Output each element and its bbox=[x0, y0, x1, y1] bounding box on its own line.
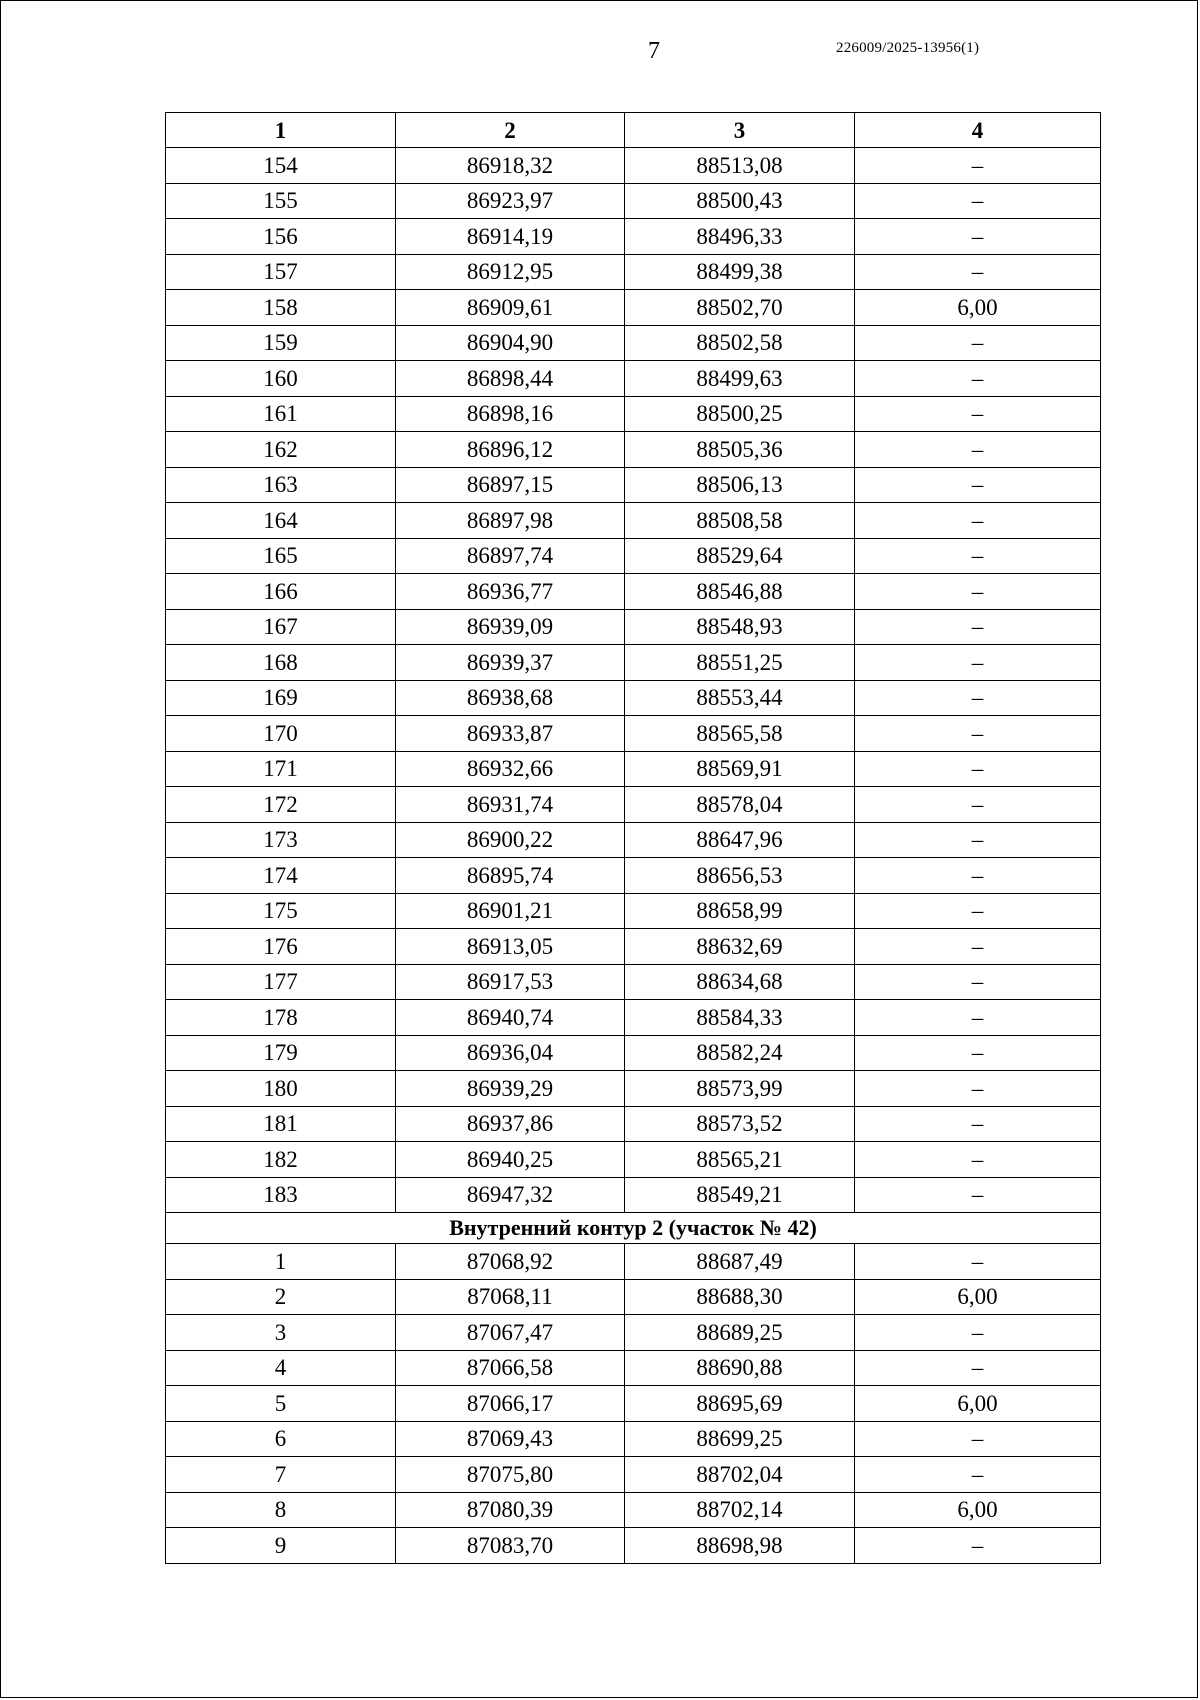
table-cell-col1: 168 bbox=[166, 645, 396, 681]
table-cell-col1: 175 bbox=[166, 893, 396, 929]
document-reference: 226009/2025-13956(1) bbox=[836, 40, 980, 56]
table-cell-col1: 158 bbox=[166, 290, 396, 326]
table-cell-col1: 160 bbox=[166, 361, 396, 397]
table-cell-col4: – bbox=[855, 574, 1101, 610]
table-cell-col3: 88529,64 bbox=[625, 538, 855, 574]
table-cell-col2: 87066,58 bbox=[396, 1350, 625, 1386]
table-cell-col2: 87069,43 bbox=[396, 1421, 625, 1457]
table-cell-col3: 88688,30 bbox=[625, 1279, 855, 1315]
table-cell-col1: 6 bbox=[166, 1421, 396, 1457]
table-cell-col4: – bbox=[855, 645, 1101, 681]
table-row bbox=[166, 503, 1101, 539]
table-cell-col1: 176 bbox=[166, 929, 396, 965]
table-row bbox=[166, 645, 1101, 681]
table-cell-col2: 86914,19 bbox=[396, 219, 625, 255]
table-cell-col3: 88698,98 bbox=[625, 1528, 855, 1564]
table-cell-col1: 166 bbox=[166, 574, 396, 610]
table-cell-col1: 9 bbox=[166, 1528, 396, 1564]
table-cell-col4: – bbox=[855, 680, 1101, 716]
table-cell-col1: 3 bbox=[166, 1315, 396, 1351]
table-cell-col3: 88690,88 bbox=[625, 1350, 855, 1386]
table-cell-col2: 86896,12 bbox=[396, 432, 625, 468]
table-cell-col3: 88584,33 bbox=[625, 1000, 855, 1036]
table-cell-col2: 86936,77 bbox=[396, 574, 625, 610]
table-cell-col3: 88689,25 bbox=[625, 1315, 855, 1351]
table-cell-col2: 86897,74 bbox=[396, 538, 625, 574]
table-cell-col1: 162 bbox=[166, 432, 396, 468]
column-header-2: 2 bbox=[396, 113, 625, 148]
table-cell-col4: – bbox=[855, 964, 1101, 1000]
table-cell-col4: – bbox=[855, 432, 1101, 468]
table-cell-col4: – bbox=[855, 396, 1101, 432]
table-cell-col2: 86940,25 bbox=[396, 1142, 625, 1178]
table-cell-col4: – bbox=[855, 716, 1101, 752]
table-cell-col2: 86904,90 bbox=[396, 325, 625, 361]
table-cell-col2: 86939,37 bbox=[396, 645, 625, 681]
table-cell-col1: 2 bbox=[166, 1279, 396, 1315]
table-cell-col3: 88573,52 bbox=[625, 1106, 855, 1142]
table-cell-col3: 88658,99 bbox=[625, 893, 855, 929]
table-row bbox=[166, 467, 1101, 503]
table-cell-col3: 88499,63 bbox=[625, 361, 855, 397]
table-cell-col4: – bbox=[855, 893, 1101, 929]
table-row bbox=[166, 929, 1101, 965]
table-cell-col1: 181 bbox=[166, 1106, 396, 1142]
table-cell-col3: 88546,88 bbox=[625, 574, 855, 610]
table-cell-col4: – bbox=[855, 1177, 1101, 1213]
table-cell-col3: 88513,08 bbox=[625, 148, 855, 184]
table-cell-col2: 86937,86 bbox=[396, 1106, 625, 1142]
table-row bbox=[166, 1492, 1101, 1528]
table-cell-col2: 87083,70 bbox=[396, 1528, 625, 1564]
table-row bbox=[166, 680, 1101, 716]
table-cell-col1: 159 bbox=[166, 325, 396, 361]
table-cell-col1: 170 bbox=[166, 716, 396, 752]
table-cell-col4: – bbox=[855, 183, 1101, 219]
table-row bbox=[166, 290, 1101, 326]
table-cell-col2: 87068,92 bbox=[396, 1244, 625, 1280]
table-cell-col3: 88632,69 bbox=[625, 929, 855, 965]
table-cell-col2: 87080,39 bbox=[396, 1492, 625, 1528]
table-cell-col4: – bbox=[855, 503, 1101, 539]
table-row bbox=[166, 609, 1101, 645]
table-cell-col4: – bbox=[855, 1350, 1101, 1386]
table-cell-col4: – bbox=[855, 1000, 1101, 1036]
table-cell-col2: 86939,09 bbox=[396, 609, 625, 645]
table-row bbox=[166, 1106, 1101, 1142]
table-cell-col1: 161 bbox=[166, 396, 396, 432]
table-row bbox=[166, 1386, 1101, 1422]
section-title: Внутренний контур 2 (участок № 42) bbox=[166, 1213, 1101, 1244]
table-cell-col1: 154 bbox=[166, 148, 396, 184]
table-cell-col4: – bbox=[855, 1315, 1101, 1351]
table-row bbox=[166, 183, 1101, 219]
table-cell-col3: 88565,58 bbox=[625, 716, 855, 752]
table-cell-col4: 6,00 bbox=[855, 1386, 1101, 1422]
table-cell-col2: 86931,74 bbox=[396, 787, 625, 823]
table-row bbox=[166, 148, 1101, 184]
table-cell-col4: 6,00 bbox=[855, 1279, 1101, 1315]
table-cell-col3: 88634,68 bbox=[625, 964, 855, 1000]
table-row bbox=[166, 396, 1101, 432]
column-header-1: 1 bbox=[166, 113, 396, 148]
table-cell-col1: 4 bbox=[166, 1350, 396, 1386]
table-cell-col3: 88573,99 bbox=[625, 1071, 855, 1107]
table-cell-col2: 87068,11 bbox=[396, 1279, 625, 1315]
table-cell-col2: 87066,17 bbox=[396, 1386, 625, 1422]
table-cell-col2: 86936,04 bbox=[396, 1035, 625, 1071]
coordinates-table-body bbox=[166, 113, 1101, 1564]
table-cell-col3: 88551,25 bbox=[625, 645, 855, 681]
table-row bbox=[166, 1177, 1101, 1213]
table-cell-col1: 1 bbox=[166, 1244, 396, 1280]
table-cell-col3: 88702,04 bbox=[625, 1457, 855, 1493]
coordinates-table bbox=[165, 112, 1101, 1564]
table-cell-col3: 88582,24 bbox=[625, 1035, 855, 1071]
table-row bbox=[166, 858, 1101, 894]
table-cell-col4: – bbox=[855, 254, 1101, 290]
table-row bbox=[166, 1457, 1101, 1493]
table-cell-col2: 86900,22 bbox=[396, 822, 625, 858]
table-cell-col2: 86938,68 bbox=[396, 680, 625, 716]
table-cell-col4: – bbox=[855, 822, 1101, 858]
table-cell-col2: 87067,47 bbox=[396, 1315, 625, 1351]
table-cell-col1: 182 bbox=[166, 1142, 396, 1178]
table-cell-col3: 88695,69 bbox=[625, 1386, 855, 1422]
table-cell-col3: 88502,70 bbox=[625, 290, 855, 326]
table-cell-col4: – bbox=[855, 219, 1101, 255]
table-cell-col3: 88656,53 bbox=[625, 858, 855, 894]
table-cell-col2: 86901,21 bbox=[396, 893, 625, 929]
table-cell-col3: 88508,58 bbox=[625, 503, 855, 539]
table-cell-col3: 88702,14 bbox=[625, 1492, 855, 1528]
table-cell-col3: 88549,21 bbox=[625, 1177, 855, 1213]
table-cell-col4: – bbox=[855, 929, 1101, 965]
table-cell-col4: – bbox=[855, 1071, 1101, 1107]
table-cell-col1: 165 bbox=[166, 538, 396, 574]
table-cell-col1: 8 bbox=[166, 1492, 396, 1528]
table-cell-col3: 88569,91 bbox=[625, 751, 855, 787]
table-cell-col1: 172 bbox=[166, 787, 396, 823]
table-cell-col3: 88505,36 bbox=[625, 432, 855, 468]
table-row bbox=[166, 254, 1101, 290]
table-cell-col4: – bbox=[855, 361, 1101, 397]
table-cell-col2: 86909,61 bbox=[396, 290, 625, 326]
table-cell-col1: 157 bbox=[166, 254, 396, 290]
table-cell-col4: 6,00 bbox=[855, 1492, 1101, 1528]
table-cell-col1: 180 bbox=[166, 1071, 396, 1107]
table-cell-col4: – bbox=[855, 1421, 1101, 1457]
table-cell-col3: 88687,49 bbox=[625, 1244, 855, 1280]
table-cell-col4: – bbox=[855, 787, 1101, 823]
table-cell-col2: 86895,74 bbox=[396, 858, 625, 894]
column-header-4: 4 bbox=[855, 113, 1101, 148]
section-row bbox=[166, 1213, 1101, 1244]
table-cell-col2: 86933,87 bbox=[396, 716, 625, 752]
table-cell-col1: 171 bbox=[166, 751, 396, 787]
table-cell-col4: – bbox=[855, 1528, 1101, 1564]
table-row bbox=[166, 893, 1101, 929]
column-header-3: 3 bbox=[625, 113, 855, 148]
table-cell-col4: – bbox=[855, 1142, 1101, 1178]
table-cell-col2: 86939,29 bbox=[396, 1071, 625, 1107]
table-cell-col1: 183 bbox=[166, 1177, 396, 1213]
table-row bbox=[166, 787, 1101, 823]
table-cell-col2: 86898,16 bbox=[396, 396, 625, 432]
table-cell-col3: 88502,58 bbox=[625, 325, 855, 361]
table-row bbox=[166, 1421, 1101, 1457]
table-cell-col4: – bbox=[855, 1035, 1101, 1071]
table-cell-col3: 88500,25 bbox=[625, 396, 855, 432]
table-header-row bbox=[166, 113, 1101, 148]
table-row bbox=[166, 1000, 1101, 1036]
table-row bbox=[166, 1279, 1101, 1315]
table-cell-col3: 88548,93 bbox=[625, 609, 855, 645]
table-cell-col1: 163 bbox=[166, 467, 396, 503]
table-cell-col3: 88578,04 bbox=[625, 787, 855, 823]
table-row bbox=[166, 1350, 1101, 1386]
table-cell-col2: 86913,05 bbox=[396, 929, 625, 965]
table-row bbox=[166, 964, 1101, 1000]
table-cell-col2: 87075,80 bbox=[396, 1457, 625, 1493]
table-row bbox=[166, 325, 1101, 361]
table-row bbox=[166, 1315, 1101, 1351]
table-cell-col4: – bbox=[855, 467, 1101, 503]
table-cell-col1: 156 bbox=[166, 219, 396, 255]
table-cell-col4: – bbox=[855, 609, 1101, 645]
table-row bbox=[166, 751, 1101, 787]
table-cell-col4: – bbox=[855, 538, 1101, 574]
table-cell-col1: 177 bbox=[166, 964, 396, 1000]
table-cell-col2: 86932,66 bbox=[396, 751, 625, 787]
table-row bbox=[166, 538, 1101, 574]
table-row bbox=[166, 1142, 1101, 1178]
table-row bbox=[166, 1528, 1101, 1564]
table-row bbox=[166, 716, 1101, 752]
table-cell-col4: – bbox=[855, 1244, 1101, 1280]
table-cell-col3: 88506,13 bbox=[625, 467, 855, 503]
table-cell-col4: – bbox=[855, 1106, 1101, 1142]
page-number: 7 bbox=[648, 38, 660, 64]
table-cell-col4: – bbox=[855, 1457, 1101, 1493]
table-cell-col3: 88496,33 bbox=[625, 219, 855, 255]
table-cell-col1: 155 bbox=[166, 183, 396, 219]
table-row bbox=[166, 1244, 1101, 1280]
table-cell-col4: – bbox=[855, 858, 1101, 894]
table-cell-col1: 179 bbox=[166, 1035, 396, 1071]
table-cell-col1: 5 bbox=[166, 1386, 396, 1422]
table-cell-col2: 86917,53 bbox=[396, 964, 625, 1000]
table-cell-col3: 88553,44 bbox=[625, 680, 855, 716]
table-cell-col3: 88699,25 bbox=[625, 1421, 855, 1457]
table-cell-col2: 86912,95 bbox=[396, 254, 625, 290]
table-row bbox=[166, 1035, 1101, 1071]
table-row bbox=[166, 1071, 1101, 1107]
table-row bbox=[166, 219, 1101, 255]
table-cell-col1: 178 bbox=[166, 1000, 396, 1036]
table-cell-col2: 86947,32 bbox=[396, 1177, 625, 1213]
table-cell-col1: 164 bbox=[166, 503, 396, 539]
table-cell-col4: – bbox=[855, 751, 1101, 787]
table-row bbox=[166, 432, 1101, 468]
table-cell-col4: – bbox=[855, 148, 1101, 184]
table-cell-col2: 86923,97 bbox=[396, 183, 625, 219]
table-cell-col1: 7 bbox=[166, 1457, 396, 1493]
table-cell-col2: 86897,15 bbox=[396, 467, 625, 503]
table-cell-col1: 173 bbox=[166, 822, 396, 858]
table-cell-col4: – bbox=[855, 325, 1101, 361]
table-cell-col3: 88499,38 bbox=[625, 254, 855, 290]
table-cell-col4: 6,00 bbox=[855, 290, 1101, 326]
table-cell-col2: 86940,74 bbox=[396, 1000, 625, 1036]
table-cell-col2: 86918,32 bbox=[396, 148, 625, 184]
table-cell-col3: 88647,96 bbox=[625, 822, 855, 858]
table-cell-col3: 88565,21 bbox=[625, 1142, 855, 1178]
table-row bbox=[166, 361, 1101, 397]
table-cell-col1: 174 bbox=[166, 858, 396, 894]
table-cell-col3: 88500,43 bbox=[625, 183, 855, 219]
table-row bbox=[166, 574, 1101, 610]
table-cell-col2: 86897,98 bbox=[396, 503, 625, 539]
table-cell-col1: 169 bbox=[166, 680, 396, 716]
table-cell-col1: 167 bbox=[166, 609, 396, 645]
table-row bbox=[166, 822, 1101, 858]
table-cell-col2: 86898,44 bbox=[396, 361, 625, 397]
